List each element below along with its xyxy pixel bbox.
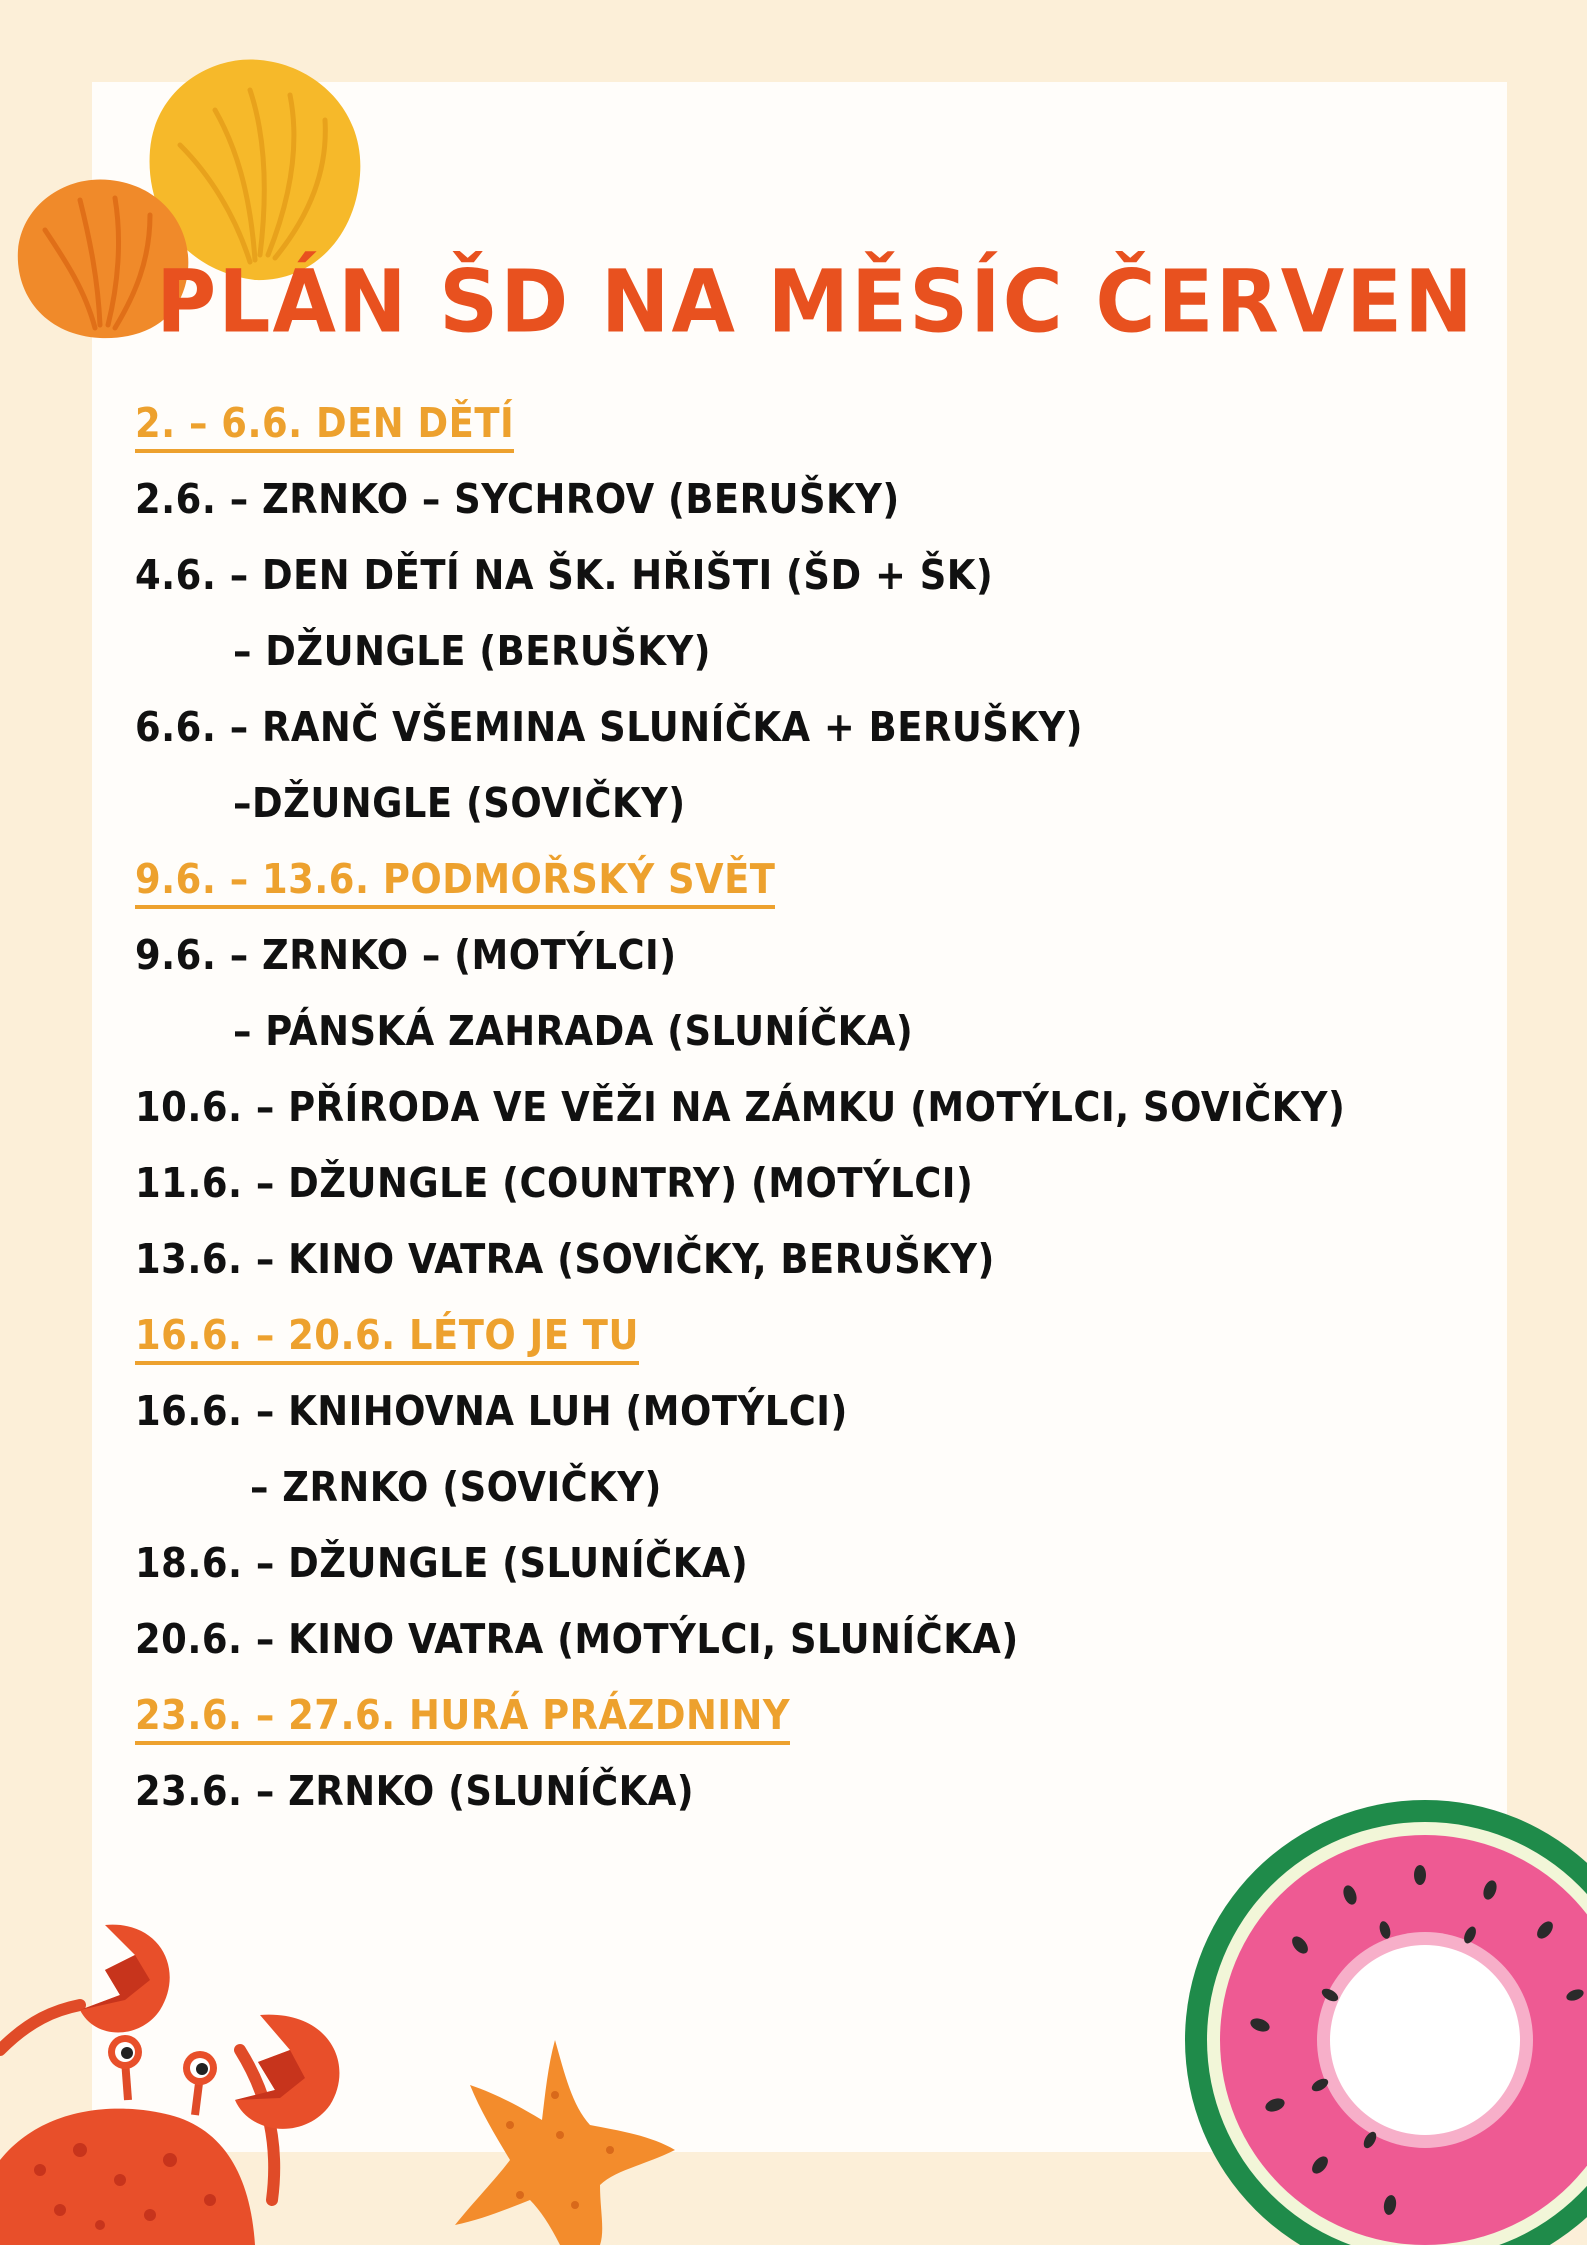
activity-item: 10.6. – PŘÍRODA VE VĚŽI NA ZÁMKU (MOTÝLCI, SOVIČKY) [135,1083,1346,1131]
week-heading-text: 2. – 6.6. DEN DĚTÍ [135,399,514,453]
watermelon-swim-ring-icon [1180,1795,1587,2245]
week-heading-text: 9.6. – 13.6. PODMOŘSKÝ SVĚT [135,855,775,909]
activity-item: – DŽUNGLE (BERUŠKY) [233,627,712,675]
crab-icon [0,1900,360,2245]
week-heading [135,841,1435,917]
week-heading [135,1297,1435,1373]
activity-item: – PÁNSKÁ ZAHRADA (SLUNÍČKA) [233,1007,914,1055]
activity-item: – ZRNKO (SOVIČKY) [250,1463,662,1511]
week-heading [135,385,1435,461]
page-title: PLÁN ŠD NA MĚSÍC ČERVEN [156,252,1475,353]
starfish-icon [450,2035,680,2245]
week-heading-text: 23.6. – 27.6. HURÁ PRÁZDNINY [135,1691,790,1745]
activity-item: 11.6. – DŽUNGLE (COUNTRY) (MOTÝLCI) [135,1159,974,1207]
activity-item: 4.6. – DEN DĚTÍ NA ŠK. HŘIŠTI (ŠD + ŠK) [135,551,994,599]
activity-item: 18.6. – DŽUNGLE (SLUNÍČKA) [135,1539,749,1587]
activity-item: 20.6. – KINO VATRA (MOTÝLCI, SLUNÍČKA) [135,1615,1019,1663]
activity-item: 13.6. – KINO VATRA (SOVIČKY, BERUŠKY) [135,1235,995,1283]
week-heading [135,1677,1435,1753]
activity-item: –DŽUNGLE (SOVIČKY) [233,779,686,827]
activity-item: 9.6. – ZRNKO – (MOTÝLCI) [135,931,677,979]
activity-item: 6.6. – RANČ VŠEMINA SLUNÍČKA + BERUŠKY) [135,703,1083,751]
week-heading-text: 16.6. – 20.6. LÉTO JE TU [135,1311,639,1365]
activity-item: 2.6. – ZRNKO – SYCHROV (BERUŠKY) [135,475,900,523]
activity-item: 23.6. – ZRNKO (SLUNÍČKA) [135,1767,695,1815]
activity-plan [135,385,1435,1829]
activity-item: 16.6. – KNIHOVNA LUH (MOTÝLCI) [135,1387,848,1435]
